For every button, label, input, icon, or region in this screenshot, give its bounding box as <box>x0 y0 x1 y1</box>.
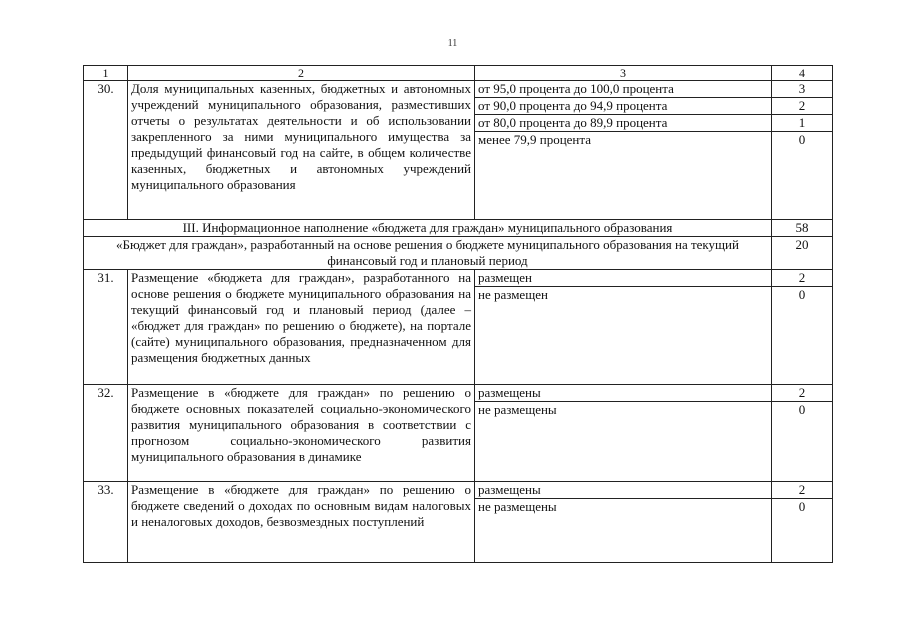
column-header-3: 3 <box>475 66 772 81</box>
option-score: 0 <box>772 132 833 220</box>
subsection-score: 20 <box>772 237 833 270</box>
page-number: 11 <box>447 38 458 49</box>
row-number: 30. <box>84 81 128 220</box>
criterion-description: Доля муниципальных казенных, бюджетных и автономных учреждений муниципального образования, разместивших отчеты о результатах деятельности и об использовании закрепленного за ними муниципального имущества за предыдущий финансовый год на сайте, в общем количестве казенных, бюджетных и автономных учреждений муниципального образования <box>128 81 475 220</box>
option-score: 2 <box>772 482 833 499</box>
option-score: 0 <box>772 499 833 563</box>
option-score: 2 <box>772 385 833 402</box>
criterion-description: Размещение в «бюджете для граждан» по решению о бюджете основных показателей социально-экономического развития муниципального образования в соответствии с прогнозом социально-экономического развития муниципального образования в динамике <box>128 385 475 482</box>
option-text: от 80,0 процента до 89,9 процента <box>475 115 772 132</box>
column-header-2: 2 <box>128 66 475 81</box>
option-text: не размещен <box>475 287 772 385</box>
option-text: от 95,0 процента до 100,0 процента <box>475 81 772 98</box>
section-score: 58 <box>772 220 833 237</box>
option-text: размещены <box>475 385 772 402</box>
option-text: не размещены <box>475 402 772 482</box>
option-score: 0 <box>772 402 833 482</box>
option-score: 0 <box>772 287 833 385</box>
table-row-30 <box>84 81 833 98</box>
criterion-description: Размещение в «бюджете для граждан» по решению о бюджете сведений о доходах по основным видам налоговых и неналоговых доходов, безвозмездных поступлений <box>128 482 475 563</box>
option-score: 1 <box>772 115 833 132</box>
subsection-heading-row <box>84 237 833 270</box>
table-row-32 <box>84 385 833 402</box>
subsection-title: «Бюджет для граждан», разработанный на основе решения о бюджете муниципального образования на текущий финансовый год и плановый период <box>84 237 772 270</box>
criteria-table <box>83 65 833 563</box>
row-number: 32. <box>84 385 128 482</box>
section-title: III. Информационное наполнение «бюджета для граждан» муниципального образования <box>84 220 772 237</box>
option-text: не размещены <box>475 499 772 563</box>
option-text: от 90,0 процента до 94,9 процента <box>475 98 772 115</box>
criterion-description: Размещение «бюджета для граждан», разработанного на основе решения о бюджете муниципального образования на текущий финансовый год и плановый период (далее – «бюджет для граждан» по решению о бюджете), на портале (сайте) муниципального образования, предназначенном для размещения бюджетных данных <box>128 270 475 385</box>
option-score: 3 <box>772 81 833 98</box>
table-row-31 <box>84 270 833 287</box>
column-header-1: 1 <box>84 66 128 81</box>
option-text: менее 79,9 процента <box>475 132 772 220</box>
row-number: 33. <box>84 482 128 563</box>
row-number: 31. <box>84 270 128 385</box>
table-row-33 <box>84 482 833 499</box>
option-text: размещен <box>475 270 772 287</box>
section-heading-row <box>84 220 833 237</box>
column-header-row <box>84 66 833 81</box>
option-text: размещены <box>475 482 772 499</box>
option-score: 2 <box>772 98 833 115</box>
column-header-4: 4 <box>772 66 833 81</box>
option-score: 2 <box>772 270 833 287</box>
